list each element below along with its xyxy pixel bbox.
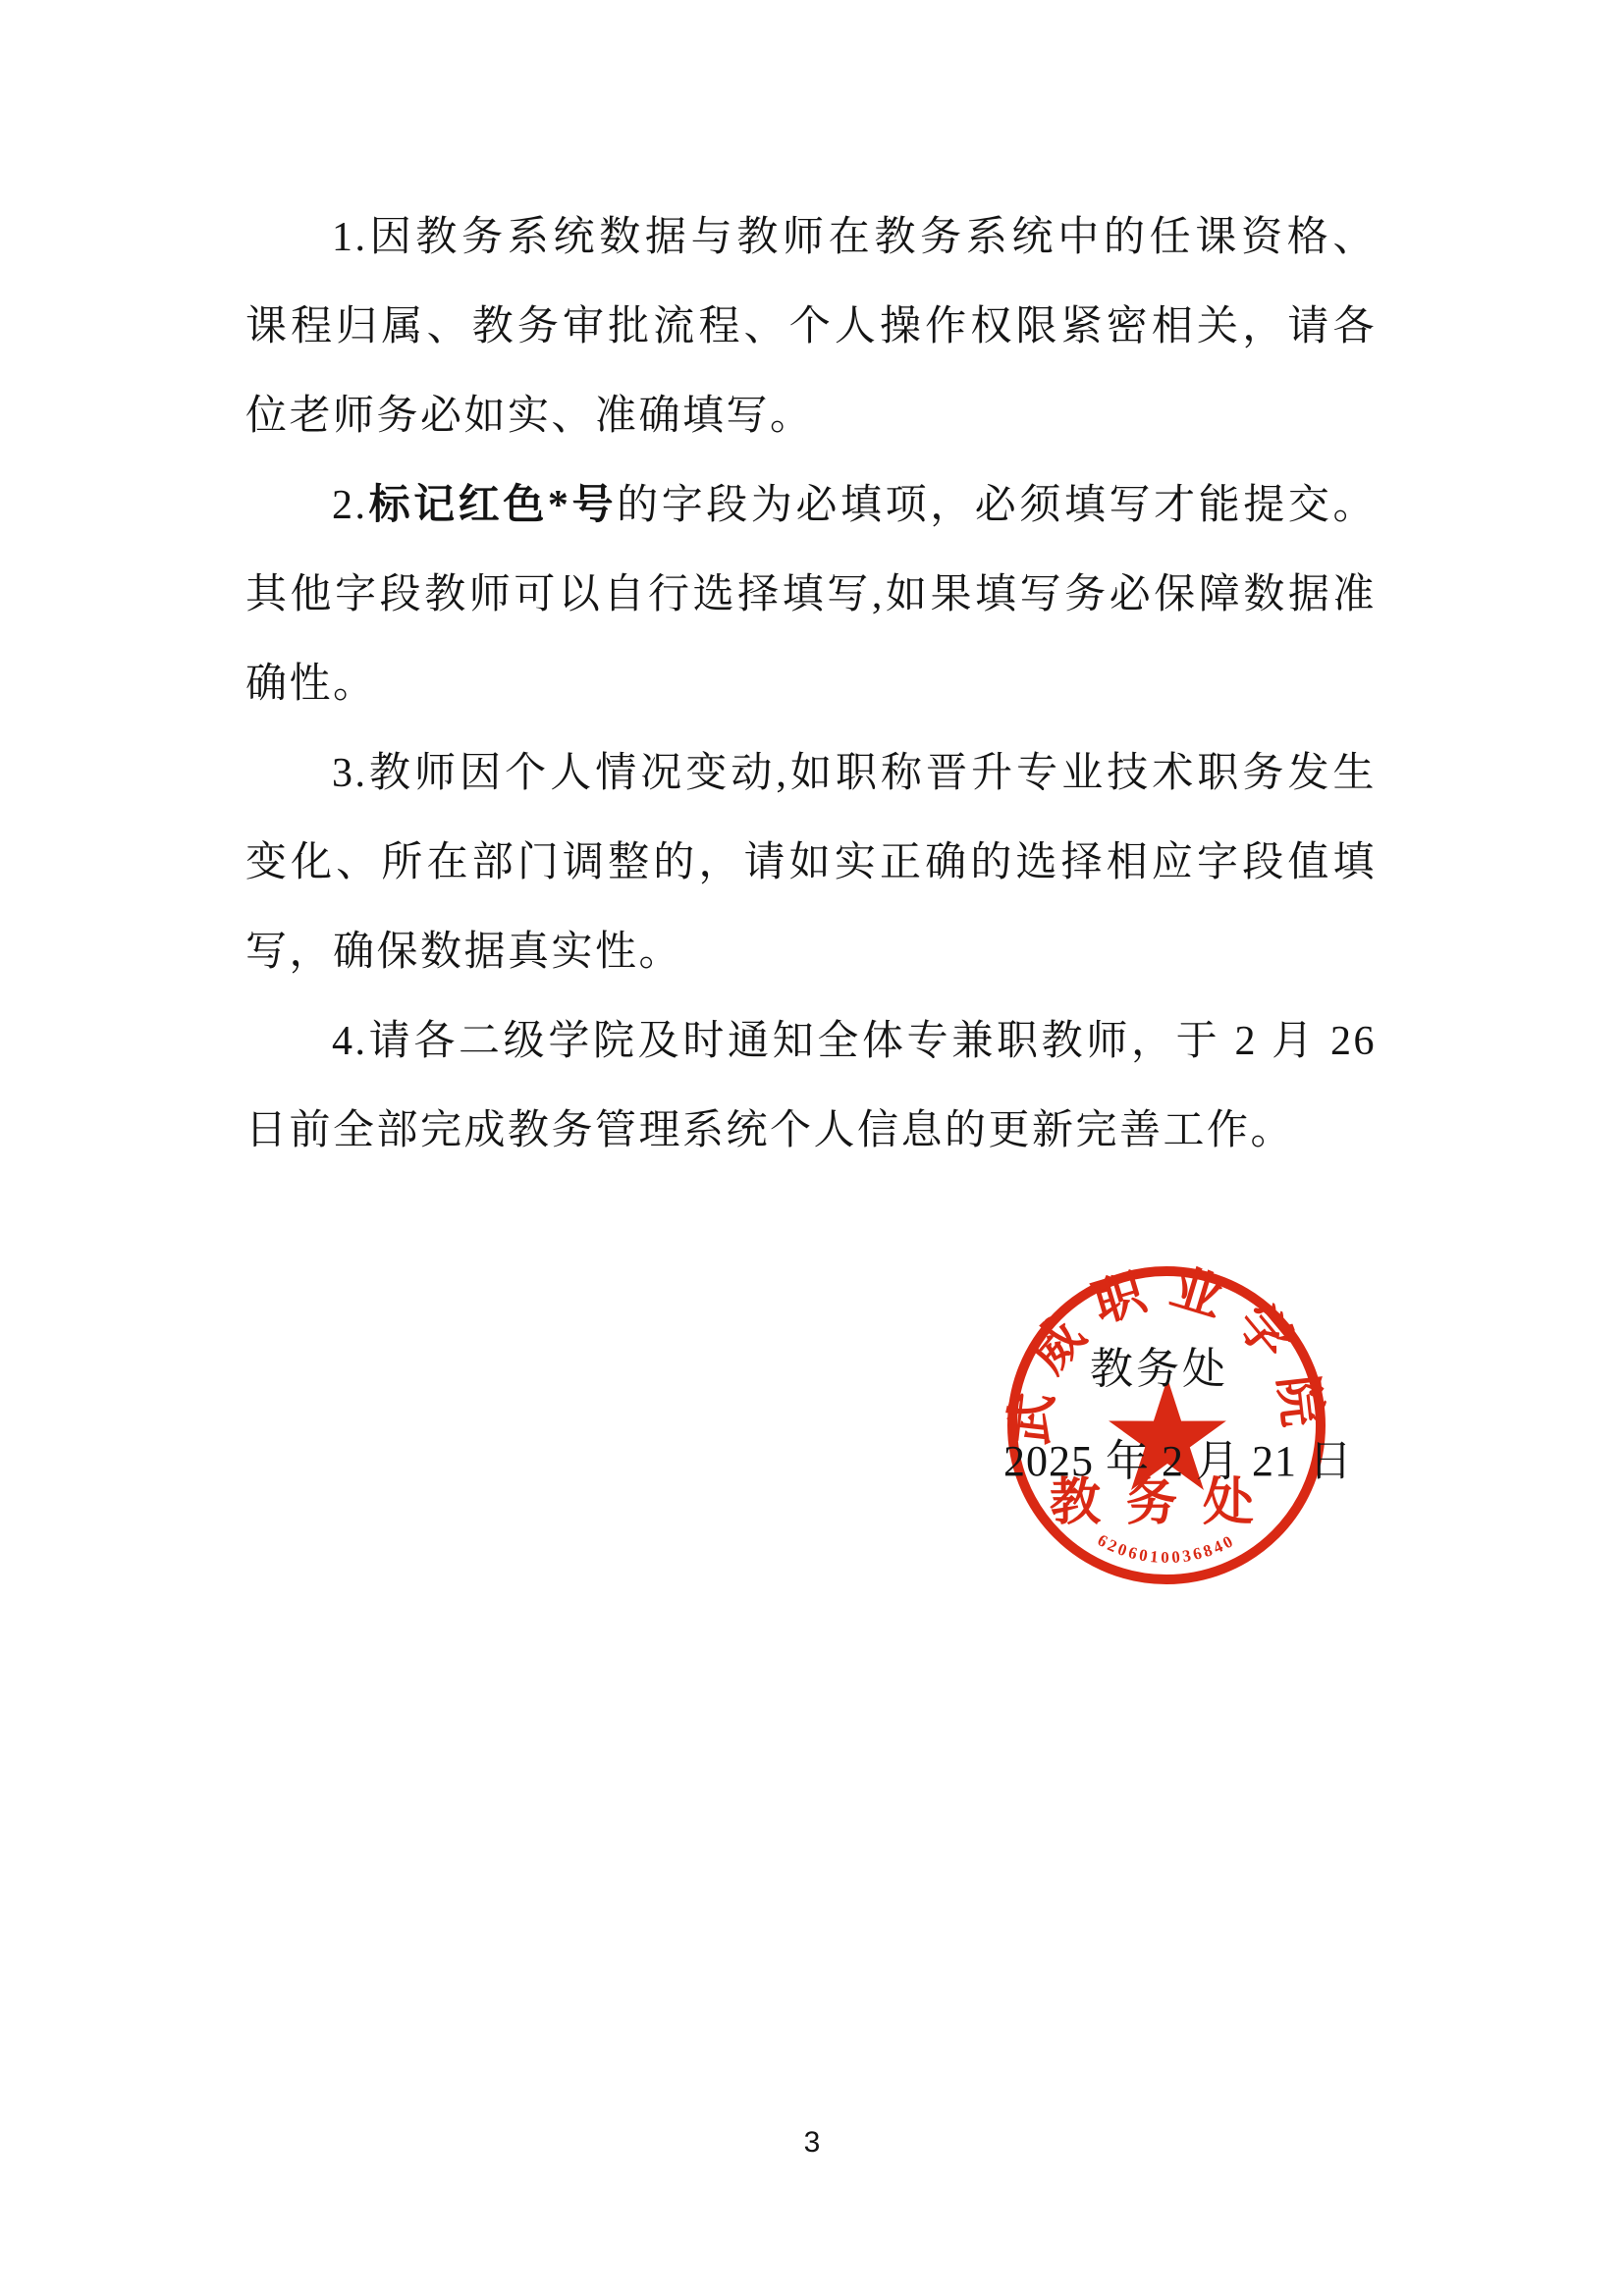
body-line: 日前全部完成教务管理系统个人信息的更新完善工作。 xyxy=(245,1108,1295,1153)
page-number: 3 xyxy=(803,2126,821,2159)
signature-date: 2025 年 2 月 21 日 xyxy=(1003,1437,1353,1485)
bold-run: 标记红色*号 xyxy=(367,483,618,528)
body-line: 其他字段教师可以自行选择填写,如果填写务必保障数据准 xyxy=(245,572,1377,617)
item-number: 2. xyxy=(332,483,368,528)
body-line: 确性。 xyxy=(245,662,377,707)
body-line: 写，确保数据真实性。 xyxy=(245,930,683,975)
body-line: 课程归属、教务审批流程、个人操作权限紧密相关，请各 xyxy=(245,304,1377,349)
body-line: 位老师务必如实、准确填写。 xyxy=(245,394,814,439)
seal-graphic xyxy=(1001,1259,1332,1579)
body-line: 变化、所在部门调整的，请如实正确的选择相应字段值填 xyxy=(245,840,1377,885)
body-line: 1.因教务系统数据与教师在教务系统中的任课资格、 xyxy=(332,215,1377,260)
seal-serial-arc-text: 6206010036840 xyxy=(1094,1530,1239,1568)
signature-department: 教务处 xyxy=(1090,1345,1228,1393)
body-text: 的字段为必填项，必须填写才能提交。 xyxy=(617,483,1377,528)
body-line: 4.请各二级学院及时通知全体专兼职教师，于 2 月 26 xyxy=(332,1019,1377,1064)
body-line xyxy=(245,461,1377,551)
notice-body xyxy=(245,193,1377,1176)
seal-department-label: 教务处 xyxy=(1049,1475,1280,1531)
body-line: 3.教师因个人情况变动,如职称晋升专业技术职务发生 xyxy=(332,751,1377,796)
seal-organization-arc-text: 武威职业学院 xyxy=(1001,1259,1331,1448)
